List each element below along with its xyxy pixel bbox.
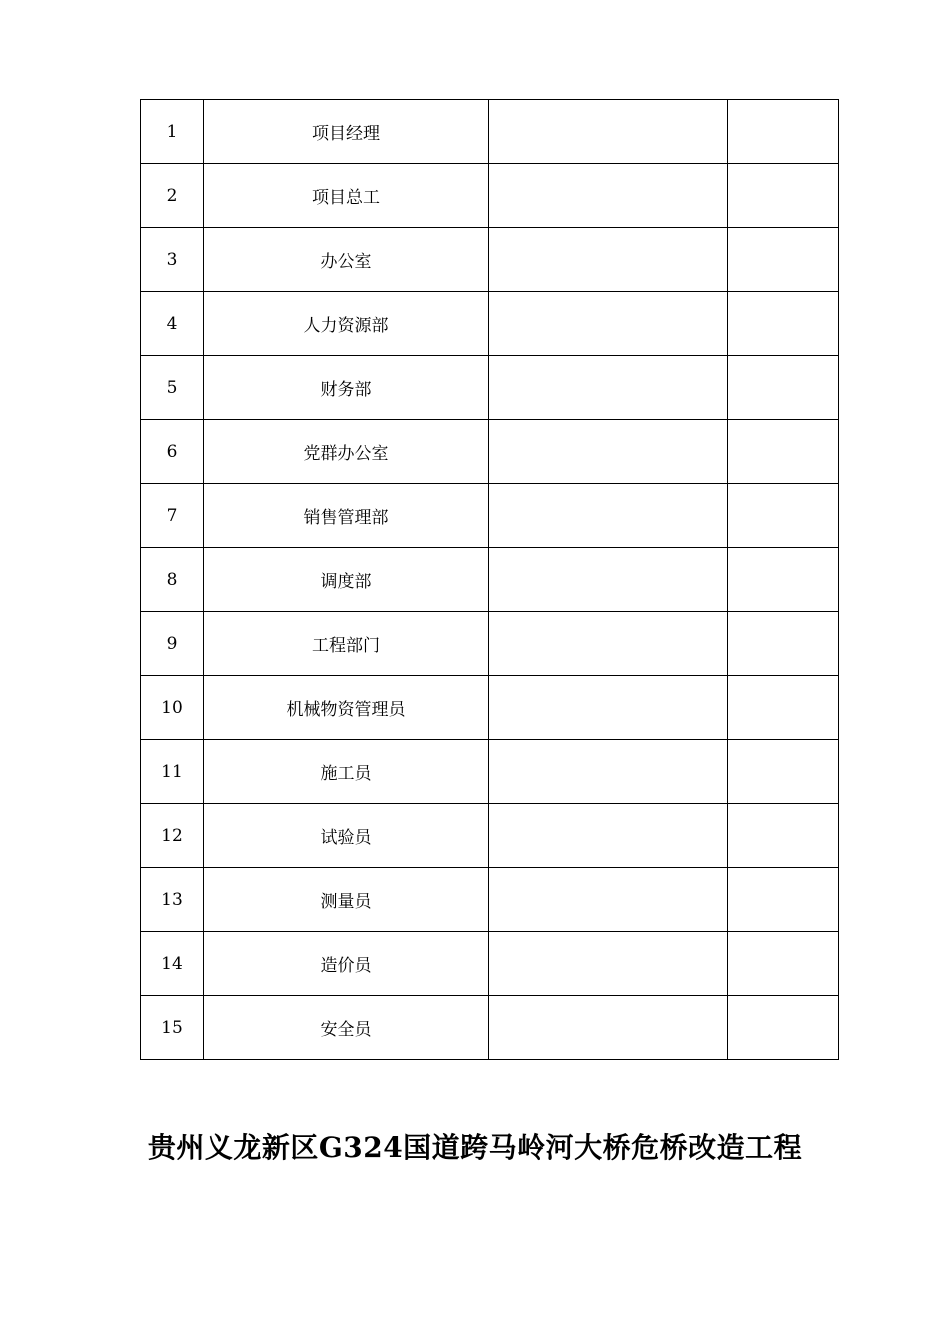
name-cell: [489, 100, 728, 164]
note-cell: [728, 612, 839, 676]
table-row: [141, 612, 839, 676]
role-cell: 施工员: [204, 740, 489, 804]
row-number: 10: [141, 676, 204, 740]
name-cell: [489, 676, 728, 740]
note-cell: [728, 996, 839, 1060]
table-row: [141, 292, 839, 356]
role-cell: 造价员: [204, 932, 489, 996]
note-cell: [728, 804, 839, 868]
name-cell: [489, 292, 728, 356]
note-cell: [728, 740, 839, 804]
row-number: 8: [141, 548, 204, 612]
note-cell: [728, 868, 839, 932]
name-cell: [489, 356, 728, 420]
table-row: [141, 932, 839, 996]
note-cell: [728, 292, 839, 356]
name-cell: [489, 548, 728, 612]
personnel-table: [140, 99, 839, 1060]
table-row: [141, 740, 839, 804]
row-number: 9: [141, 612, 204, 676]
name-cell: [489, 612, 728, 676]
name-cell: [489, 868, 728, 932]
table-row: [141, 548, 839, 612]
row-number: 2: [141, 164, 204, 228]
name-cell: [489, 996, 728, 1060]
note-cell: [728, 676, 839, 740]
table-row: [141, 100, 839, 164]
name-cell: [489, 740, 728, 804]
table-row: [141, 868, 839, 932]
role-cell: 调度部: [204, 548, 489, 612]
row-number: 15: [141, 996, 204, 1060]
note-cell: [728, 484, 839, 548]
row-number: 4: [141, 292, 204, 356]
note-cell: [728, 356, 839, 420]
name-cell: [489, 484, 728, 548]
table-row: [141, 996, 839, 1060]
name-cell: [489, 932, 728, 996]
name-cell: [489, 420, 728, 484]
note-cell: [728, 100, 839, 164]
role-cell: 项目经理: [204, 100, 489, 164]
role-cell: 人力资源部: [204, 292, 489, 356]
row-number: 14: [141, 932, 204, 996]
row-number: 3: [141, 228, 204, 292]
table-row: [141, 420, 839, 484]
personnel-table-body: [141, 100, 839, 1060]
note-cell: [728, 228, 839, 292]
note-cell: [728, 420, 839, 484]
role-cell: 办公室: [204, 228, 489, 292]
table-row: [141, 804, 839, 868]
role-cell: 安全员: [204, 996, 489, 1060]
table-row: [141, 164, 839, 228]
row-number: 5: [141, 356, 204, 420]
role-cell: 党群办公室: [204, 420, 489, 484]
name-cell: [489, 804, 728, 868]
role-cell: 工程部门: [204, 612, 489, 676]
table-row: [141, 228, 839, 292]
role-cell: 机械物资管理员: [204, 676, 489, 740]
role-cell: 财务部: [204, 356, 489, 420]
row-number: 1: [141, 100, 204, 164]
note-cell: [728, 164, 839, 228]
project-title: 贵州义龙新区G324国道跨马岭河大桥危桥改造工程: [147, 1131, 803, 1164]
table-row: [141, 676, 839, 740]
row-number: 7: [141, 484, 204, 548]
role-cell: 销售管理部: [204, 484, 489, 548]
row-number: 12: [141, 804, 204, 868]
name-cell: [489, 164, 728, 228]
role-cell: 试验员: [204, 804, 489, 868]
table-row: [141, 356, 839, 420]
note-cell: [728, 932, 839, 996]
note-cell: [728, 548, 839, 612]
row-number: 11: [141, 740, 204, 804]
row-number: 13: [141, 868, 204, 932]
row-number: 6: [141, 420, 204, 484]
role-cell: 测量员: [204, 868, 489, 932]
table-row: [141, 484, 839, 548]
name-cell: [489, 228, 728, 292]
role-cell: 项目总工: [204, 164, 489, 228]
